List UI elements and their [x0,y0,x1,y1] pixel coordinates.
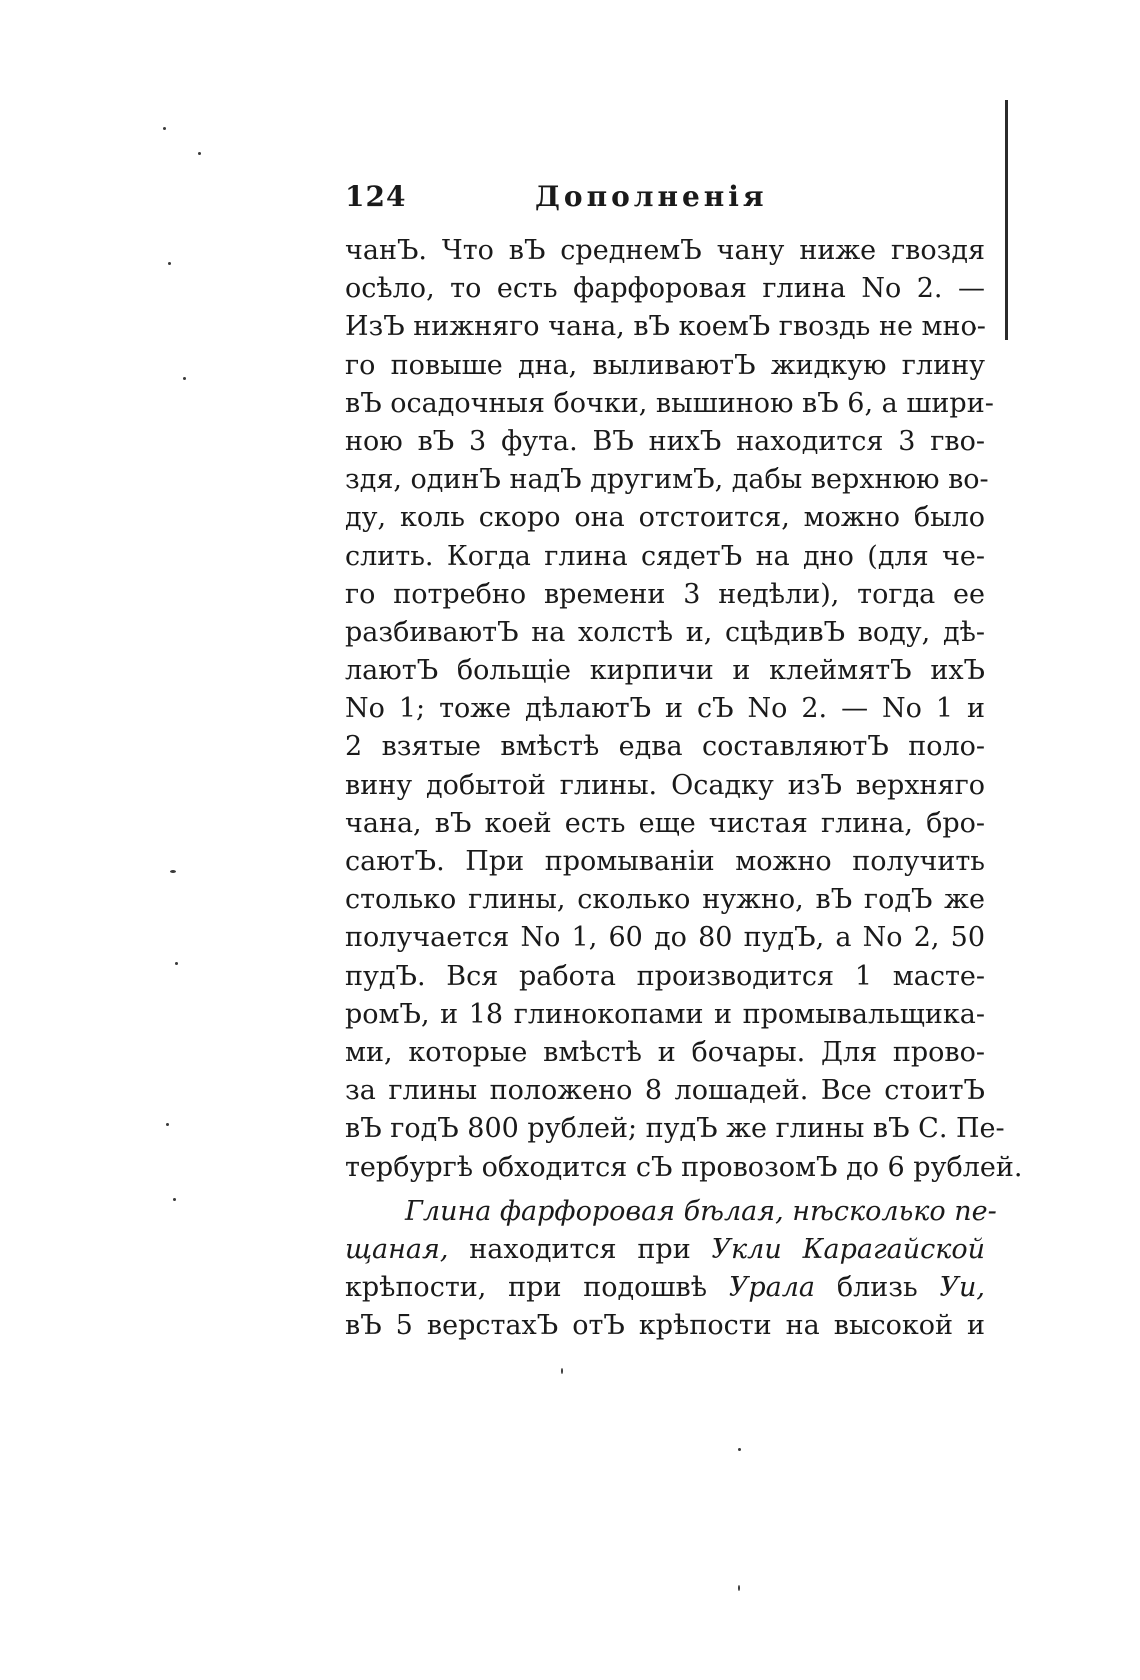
text-line: No 1; тоже дѣлаютЪ и сЪ No 2. — No 1 и [345,693,985,725]
text-line: осѣло, то есть фарфоровая глина No 2. — [345,273,985,305]
print-speck [173,1198,176,1201]
text-line: ною вЪ 3 фута. ВЪ нихЪ находится 3 гво- [345,425,985,457]
text-line: вЪ годЪ 800 рублей; пудЪ же глины вЪ С. Пе- [345,1113,1005,1145]
italic-phrase: Урала [728,1272,816,1304]
text-line: слить. Когда глина сядетЪ на дно (для че- [345,540,985,572]
text-line: здя, одинЪ надЪ другимЪ, дабы верхнюю во- [345,464,989,496]
text-line [345,1269,985,1307]
print-speck [163,127,166,130]
print-speck [738,1448,741,1451]
text-line: вину добытой глины. Осадку изЪ верхняго [345,769,985,801]
text-line: вЪ 5 верстахЪ отЪ крѣпости на высокой и [345,1310,985,1342]
italic-phrase: Уи, [939,1272,985,1304]
text-line: лаютЪ больщіе кирпичи и клеймятЪ ихЪ [345,655,985,687]
italic-phrase: Глина фарфоровая бѣлая, нѣсколько пе- [405,1195,997,1227]
print-speck [168,262,171,265]
text-line: ИзЪ нижняго чана, вЪ коемЪ гвоздь не мно- [345,311,986,343]
text-line: разбиваютЪ на холстѣ и, сцѣдивЪ воду, дѣ- [345,616,985,648]
plain-phrase: находится при [448,1233,712,1265]
print-speck [738,1585,740,1591]
print-speck [198,152,201,155]
running-head: Дополненія [535,180,768,213]
text-line: ду, коль скоро она отстоится, можно было [345,502,985,534]
text-line: тербургѣ обходится сЪ провозомЪ до 6 рублей. [345,1151,1023,1183]
print-speck [175,962,178,965]
text-line: за глины положено 8 лошадей. Все стоитЪ [345,1075,985,1107]
italic-phrase: Укли Карагайской [711,1233,985,1265]
text-line: вЪ осадочныя бочки, вышиною вЪ 6, а шири- [345,387,994,419]
text-line: ми, которые вмѣстѣ и бочары. Для прово- [345,1036,985,1068]
plain-phrase: близь [815,1272,940,1304]
print-speck [166,1123,169,1126]
text-line: столько глины, сколько нужно, вЪ годЪ же [345,884,985,916]
page-edge-line [1005,100,1008,340]
text-line: ромЪ, и 18 глинокопами и промывальщика- [345,998,985,1030]
print-speck [183,377,186,380]
italic-phrase: щаная, [345,1233,449,1265]
text-line: чана, вЪ коей есть еще чистая глина, бро- [345,807,985,839]
text-line: получается No 1, 60 до 80 пудЪ, а No 2, 50 [345,922,985,954]
text-line [345,1193,997,1231]
plain-phrase: крѣпости, при подошвѣ [345,1272,729,1304]
text-line: саютЪ. При промываніи можно получить [345,846,985,877]
text-line: го повыше дна, выливаютЪ жидкую глину [345,349,985,381]
print-speck [170,870,176,873]
print-speck [561,1368,563,1374]
text-line [345,1231,985,1269]
body-text [345,232,1023,1345]
page-header [345,180,985,220]
page-number: 124 [345,180,407,213]
text-line: го потребно времени 3 недѣли), тогда ее [345,578,985,610]
text-line: 2 взятые вмѣстѣ едва составляютЪ поло- [345,731,985,763]
text-line: чанЪ. Что вЪ среднемЪ чану ниже гвоздя [345,235,985,266]
text-line: пудЪ. Вся работа производится 1 масте- [345,960,985,992]
